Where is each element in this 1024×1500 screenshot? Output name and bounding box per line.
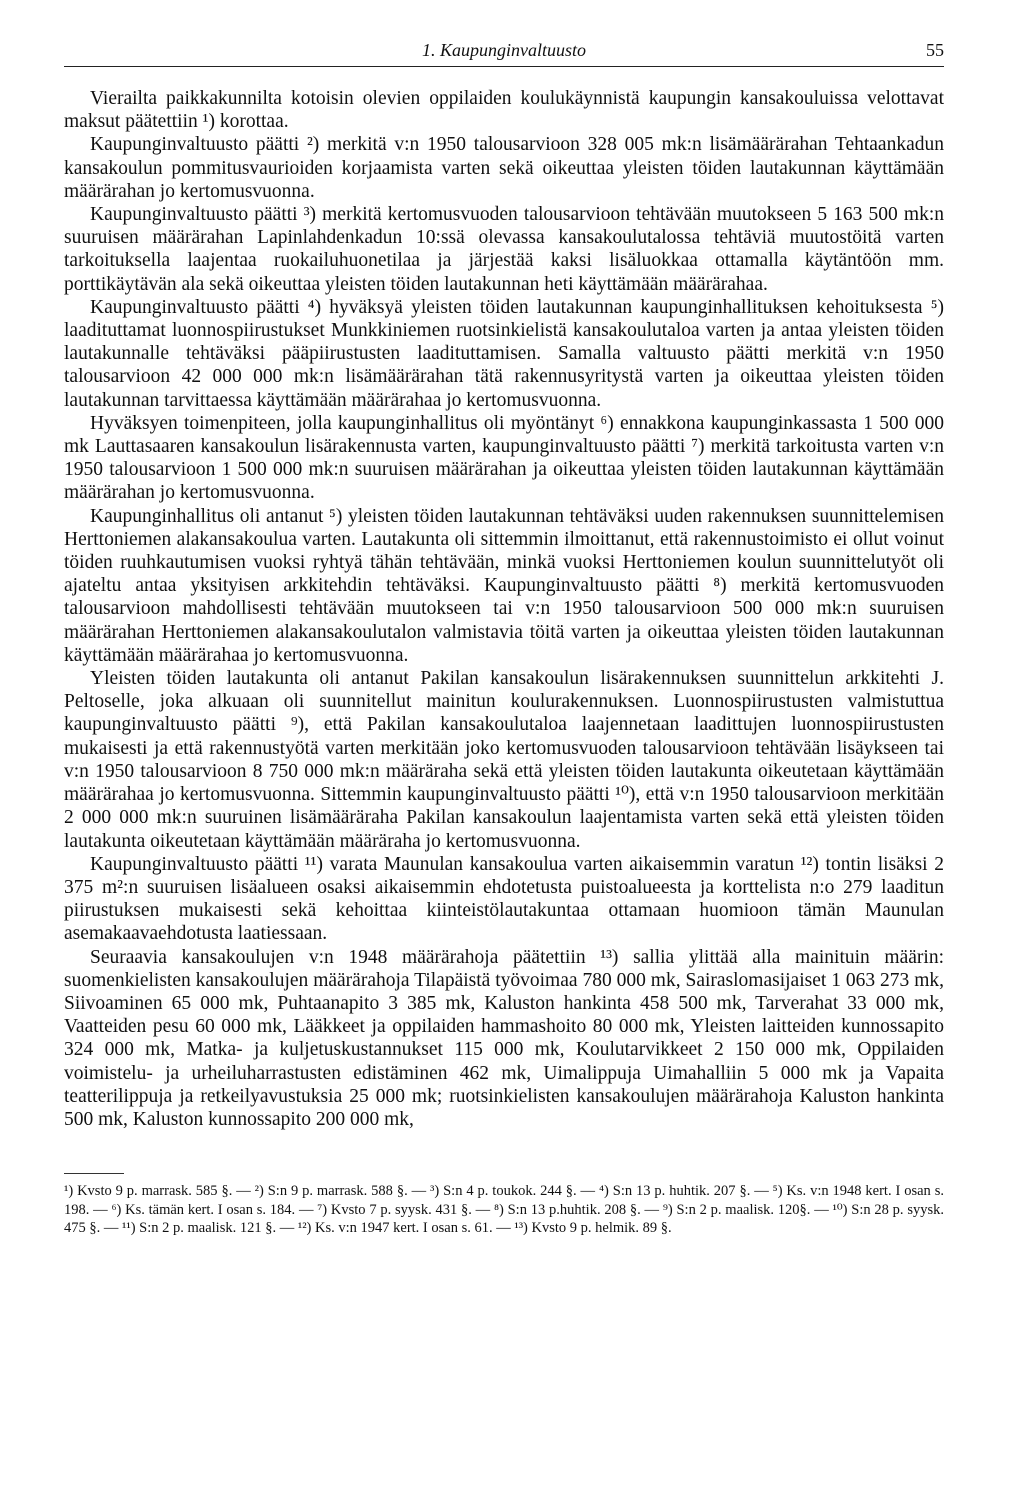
section-title: 1. Kaupunginvaltuusto [421, 40, 586, 60]
paragraph: Vierailta paikkakunnilta kotoisin olevien oppilaiden koulukäynnistä kaupungin kansakouluissa velottavat maksut päätettiin ¹) korottaa. [64, 88, 944, 133]
paragraph: Kaupunginvaltuusto päätti ⁴) hyväksyä yleisten töiden lautakunnan kaupunginhallituksen kehoituksesta ⁵) laadituttamat luonnospiirustukset Munkkiniemen ruotsinkielistä kansakoulutaloa varten ja antaa yleisten töiden lautakunnalle tehtäväksi pääpiirustusten laadituttamisen. Samalla valtuusto päätti merkitä v:n 1950 talousarvioon 42 000 000 mk:n lisämäärärahan tätä rakennusyritystä varten ja oikeuttaa yleisten töiden lautakunnan tarvittaessa käyttämään määrärahaa jo kertomusvuonna. [64, 296, 944, 411]
body-text [64, 87, 944, 1131]
paragraph: Kaupunginvaltuusto päätti ¹¹) varata Maunulan kansakoulua varten aikaisemmin varatun ¹²) tontin lisäksi 2 375 m²:n suuruisen lisäalueen osaksi aikaisemmin ehdotetusta puistoalueesta ja korttelista n:o 279 laaditun piirustuksen mukaisesti sekä kehoittaa kiinteistölautakuntaa ottamaan huomioon tämän Maunulan asemakaavaehdotusta laatiessaan. [64, 853, 944, 945]
document-page [64, 36, 944, 1238]
paragraph: Seuraavia kansakoulujen v:n 1948 määrärahoja päätettiin ¹³) sallia ylittää alla mainituin määrin: suomenkielisten kansakoulujen määrärahoja Tilapäistä työvoimaa 780 000 mk, Sairaslomasijaiset 1 063 273 mk, Siivoaminen 65 000 mk, Puhtaanapito 3 385 mk, Kaluston hankinta 458 500 mk, Tarverahat 33 000 mk, Vaatteiden pesu 60 000 mk, Lääkkeet ja oppilaiden hammashoito 80 000 mk, Yleisten laitteiden kunnossapito 324 000 mk, Matka- ja kuljetuskustannukset 115 000 mk, Koulutarvikkeet 2 150 000 mk, Oppilaiden voimistelu- ja urheiluharrastusten edistäminen 462 mk, Uimalippuja Uimahalliin 5 000 mk ja Vapaita teatterilippuja ja retkeilyavustuksia 25 000 mk; ruotsinkielisten kansakoulujen määrärahoja Kaluston hankinta 500 mk, Kaluston kunnossapito 200 000 mk, [64, 946, 944, 1130]
footnotes [64, 1182, 944, 1238]
paragraph: Kaupunginhallitus oli antanut ⁵) yleisten töiden lautakunnan tehtäväksi uuden rakennuksen suunnittelemisen Herttoniemen alakansakoulua varten. Lautakunta oli sittemmin ilmoittanut, että rakennustoimisto ei ollut voinut töiden ruuhkautumisen vuoksi ryhtyä tähän tehtävään, minkä vuoksi Herttoniemen koulun suunnittelutyöt oli ajateltu antaa yksityisen arkkitehdin tehtäväksi. Kaupunginvaltuusto päätti ⁸) merkitä kertomusvuoden talousarvioon mahdollisesti tehtävään muutokseen tai v:n 1950 talousarvioon 500 000 mk:n suuruisen määrärahan Herttoniemen alakansakoulutalon valmistavia töitä varten ja oikeuttaa yleisten töiden lautakunnan käyttämään määrärahaa jo kertomusvuonna. [64, 505, 944, 666]
paragraph: Kaupunginvaltuusto päätti ³) merkitä kertomusvuoden talousarvioon tehtävään muutokseen 5 163 500 mk:n suuruisen määrärahan Lapinlahdenkadun 10:ssä olevassa kansakoulutalossa tehtäviä muutostöitä varten tarkoituksella laajentaa ruokailuhuonetilaa ja järjestää kaksi lisäluokkaa ottamalla käytäntöön mm. porttikäytävän ala sekä oikeuttaa yleisten töiden lautakunnan heti käyttämään määrärahaa. [64, 204, 944, 295]
paragraph: Kaupunginvaltuusto päätti ²) merkitä v:n 1950 talousarvioon 328 005 mk:n lisämäärärahan Tehtaankadun kansakoulun pommitusvaurioiden korjaamista varten sekä oikeuttaa yleisten töiden lautakunnan käyttämään määrärahan jo kertomusvuonna. [64, 134, 944, 202]
footnote-divider [64, 1173, 124, 1174]
page-number: 55 [926, 40, 944, 60]
paragraph: Yleisten töiden lautakunta oli antanut Pakilan kansakoulun lisärakennuksen suunnittelun arkkitehti J. Peltoselle, joka alkuaan oli suunnitellut mainitun koulurakennuksen. Luonnospiirustusten valmistuttua kaupunginvaltuusto päätti ⁹), että Pakilan kansakoulutaloa laajennetaan laadittujen luonnospiirustusten mukaisesti ja että rakennustyötä varten merkitään joko kertomusvuoden talousarvioon tehtävään lisäykseen tai v:n 1950 talousarvioon 8 750 000 mk:n määräraha sekä että yleisten töiden lautakunta oikeutetaan käyttämään määrärahaa jo kertomusvuonna. Sittemmin kaupunginvaltuusto päätti ¹⁰), että v:n 1950 talousarvioon merkitään 2 000 000 mk:n suuruinen lisämääräraha Pakilan kansakoulun laajentamista varten sekä että yleisten töiden lautakunta oikeutetaan käyttämään määräraha jo kertomusvuonna. [64, 668, 944, 852]
running-header [64, 36, 944, 67]
paragraph: Hyväksyen toimenpiteen, jolla kaupunginhallitus oli myöntänyt ⁶) ennakkona kaupunginkassasta 1 500 000 mk Lauttasaaren kansakoulun lisärakennusta varten, kaupunginvaltuusto päätti ⁷) merkitä tarkoitusta varten v:n 1950 talousarvioon 1 500 000 mk:n suuruisen määrärahan ja oikeuttaa yleisten töiden lautakunnan käyttämään määrärahan jo kertomusvuonna. [64, 412, 944, 504]
footnote-text: ¹) Kvsto 9 p. marrask. 585 §. — ²) S:n 9 p. marrask. 588 §. — ³) S:n 4 p. toukok. 244 §. — ⁴) S:n 13 p. huhtik. 207 §. — ⁵) Ks. v:n 1948 kert. I osan s. 198. — ⁶) Ks. tämän kert. I osan s. 184. — ⁷) Kvsto 7 p. syysk. 431 §. — ⁸) S:n 13 p.huhtik. 208 §. — ⁹) S:n 2 p. maalisk. 120§. — ¹⁰) S:n 28 p. syysk. 475 §. — ¹¹) S:n 2 p. maalisk. 121 §. — ¹²) Ks. v:n 1947 kert. I osan s. 61. — ¹³) Kvsto 9 p. helmik. 89 §. [64, 1183, 944, 1237]
